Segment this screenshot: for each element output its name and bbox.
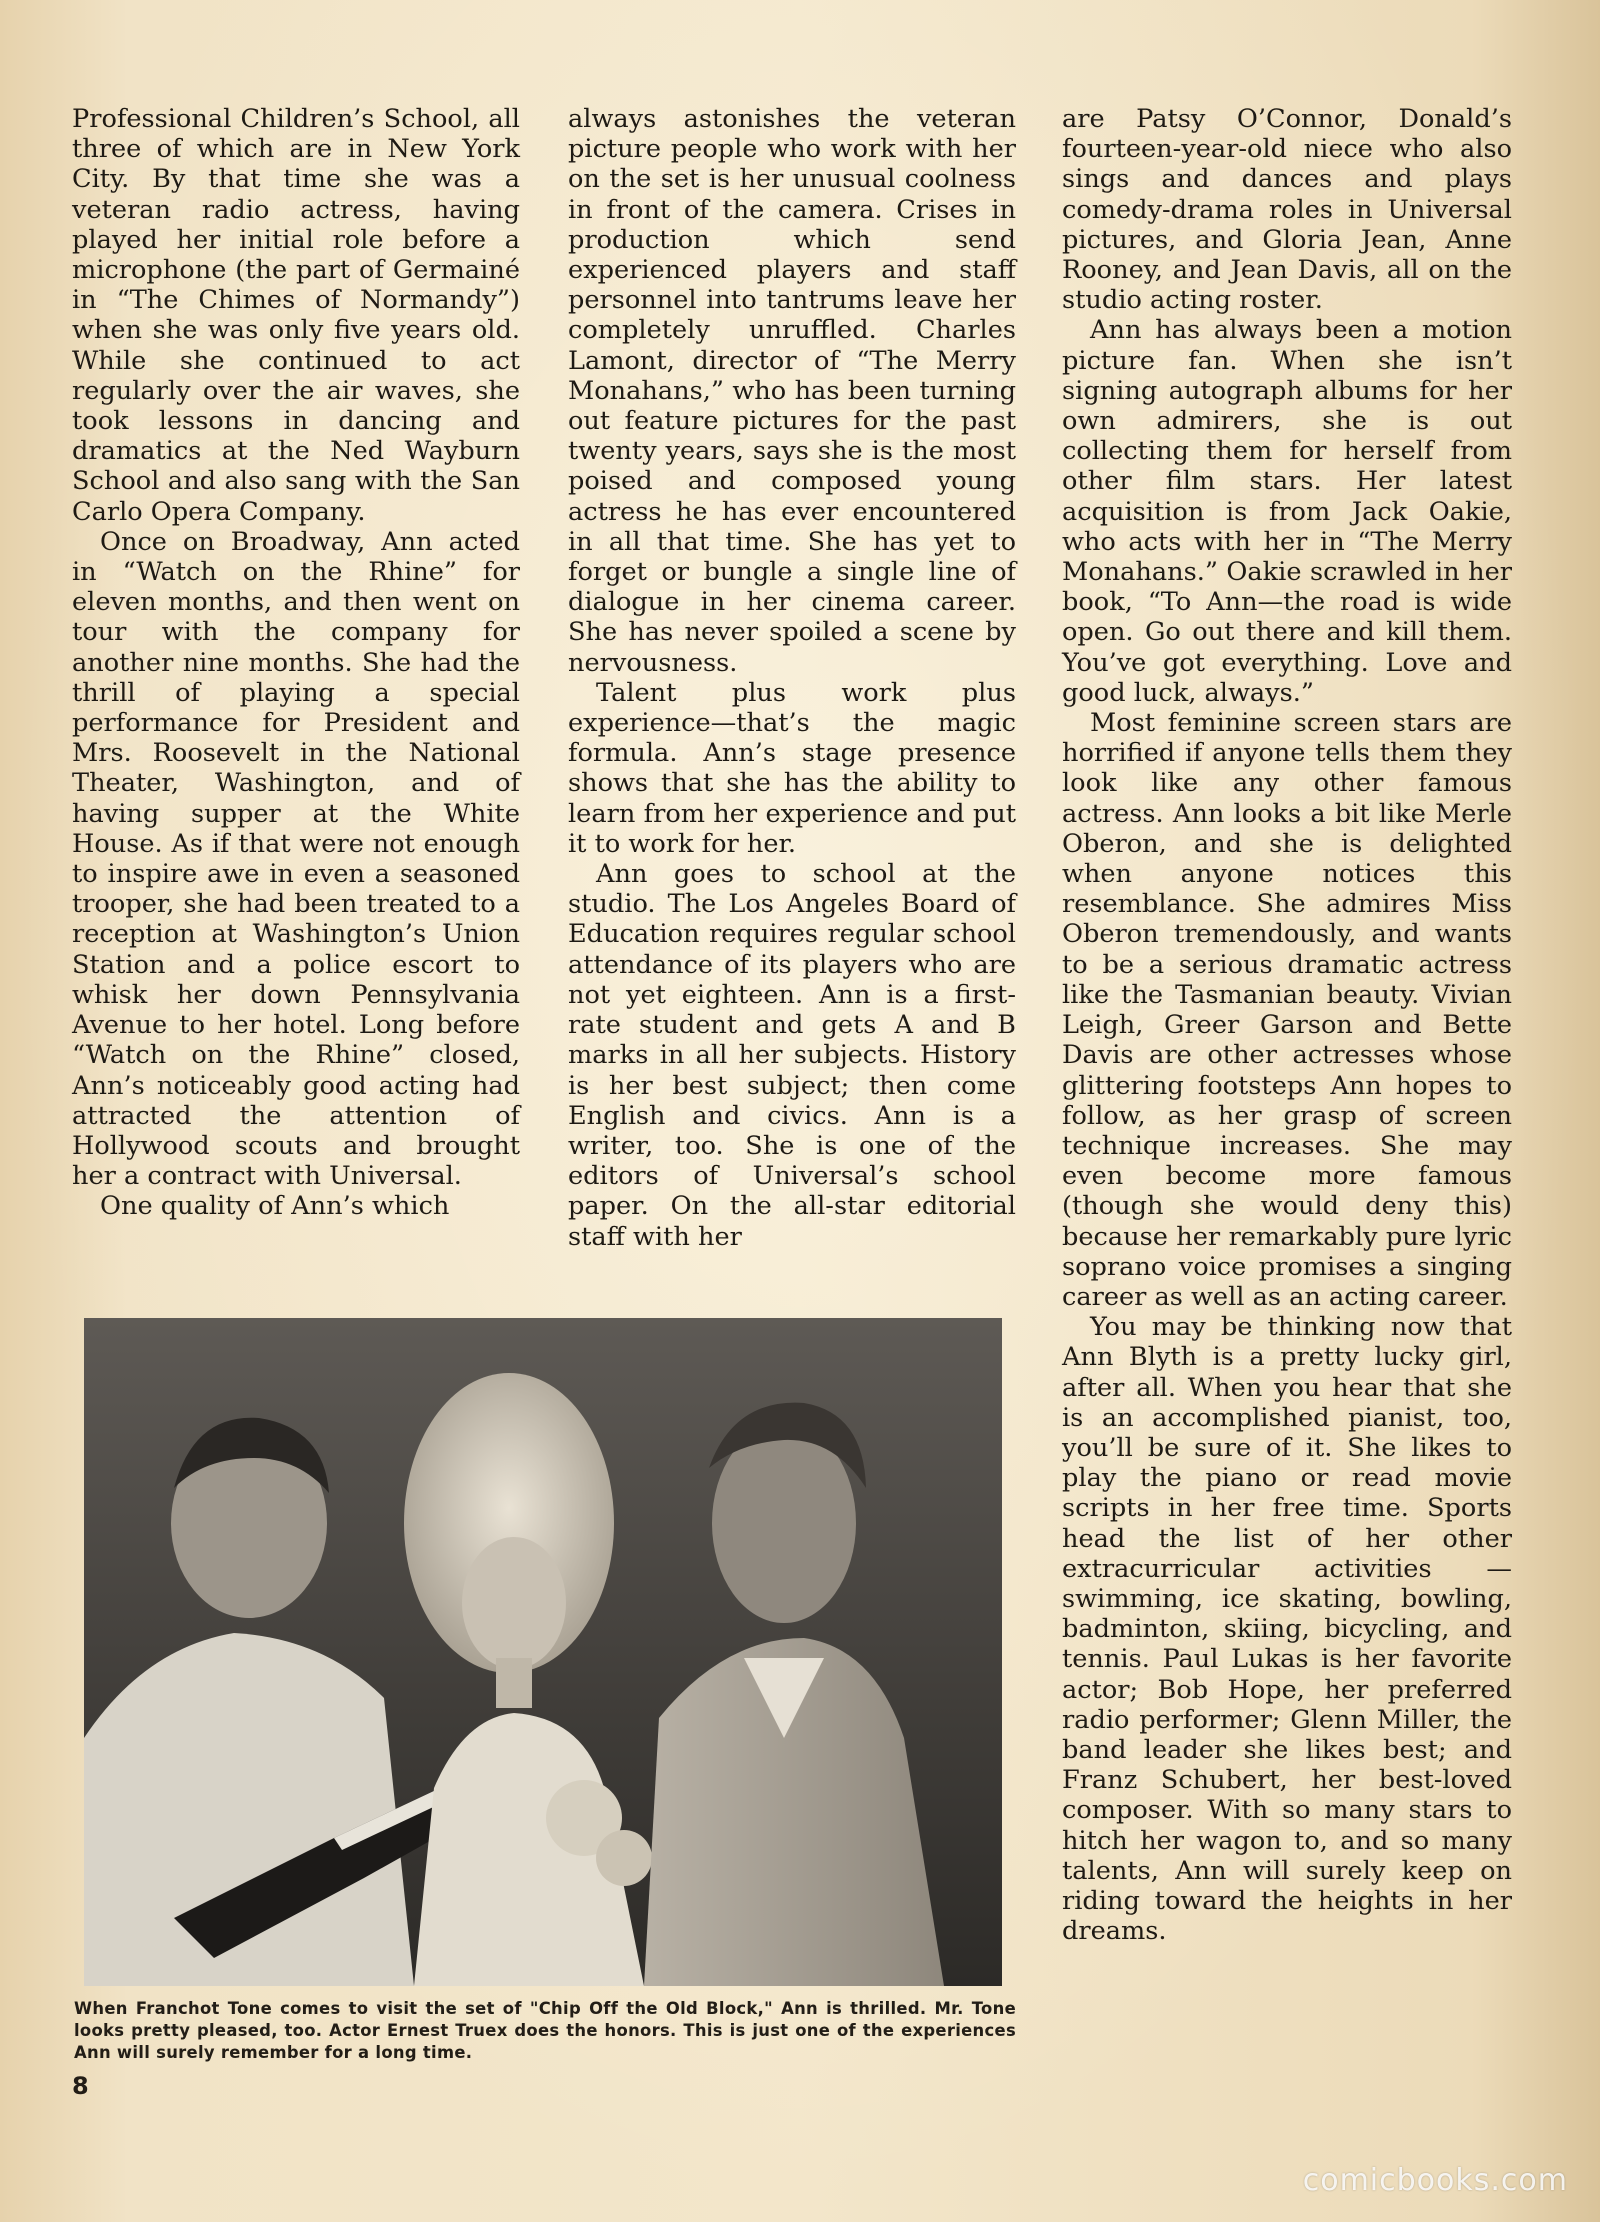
paragraph: Ann has always been a motion picture fan. When she isn’t signing autograph albums for her own admirers, she is out collecting them for herself from other film stars. Her latest acquisition is from Jack Oakie, who acts with her in “The Merry Monahans.” Oakie scrawled in her book, “To Ann—the road is wide open. Go out there and kill them. You’ve got everything. Love and good luck, always.” — [1062, 315, 1512, 708]
paragraph: Most feminine screen stars are horrified if anyone tells them they look like any other famous actress. Ann looks a bit like Merle Oberon, and she is delighted when anyone notices this resemblance. She admires Miss Oberon tremendously, and wants to be a serious dramatic actress like the Tasmanian beauty. Vivian Leigh, Greer Garson and Bette Davis are other actresses whose glittering footsteps Ann hopes to follow, as her grasp of screen technique increases. She may even become more famous (though she would deny this) because her remarkably pure lyric soprano voice promises a singing career as well as an acting career. — [1062, 708, 1512, 1312]
paragraph: are Patsy O’Connor, Donald’s fourteen-year-old niece who also sings and dances and plays comedy-drama roles in Universal pictures, and Gloria Jean, Anne Rooney, and Jean Davis, all on the studio acting roster. — [1062, 104, 1512, 316]
paragraph: always astonishes the veteran picture people who work with her on the set is her unusual coolness in front of the camera. Crises in production which send experienced players and staff personnel into tantrums leave her completely unruffled. Charles Lamont, director of “The Merry Monahans,” who has been turning out feature pictures for the past twenty years, says she is the most poised and composed young actress he has ever encountered in all that time. She has yet to forget or bungle a single line of dialogue in her cinema career. She has never spoiled a scene by nervousness. — [568, 104, 1016, 678]
text-column-2 — [568, 104, 1016, 1252]
text-column-1 — [72, 104, 520, 1222]
paragraph: Ann goes to school at the studio. The Los Angeles Board of Education requires regular school attendance of its players who are not yet eighteen. Ann is a first-rate student and gets A and B marks in all her subjects. History is her best subject; then come English and civics. Ann is a writer, too. She is one of the editors of Universal’s school paper. On the all-star editorial staff with her — [568, 859, 1016, 1252]
photo-caption: When Franchot Tone comes to visit the set of "Chip Off the Old Block," Ann is thrilled. Mr. Tone looks pretty pleased, too. Actor Ernest Truex does the honors. This is just one of the experiences Ann will surely remember for a long time. — [74, 1999, 1016, 2062]
paragraph: Once on Broadway, Ann acted in “Watch on the Rhine” for eleven months, and then went on tour with the company for another nine months. She had the thrill of playing a special performance for President and Mrs. Roosevelt in the National Theater, Washington, and of having supper at the White House. As if that were not enough to inspire awe in even a seasoned trooper, she had been treated to a reception at Washington’s Union Station and a police escort to whisk her down Pennsylvania Avenue to her hotel. Long before “Watch on the Rhine” closed, Ann’s noticeably good acting had attracted the attention of Hollywood scouts and brought her a contract with Universal. — [72, 526, 520, 1192]
paragraph: One quality of Ann’s which — [100, 1191, 450, 1222]
paragraph: Talent plus work plus experience—that’s the magic formula. Ann’s stage presence shows that she has the ability to learn from her experience and put it to work for her. — [568, 677, 1016, 859]
paragraph: You may be thinking now that Ann Blyth is a pretty lucky girl, after all. When you hear that she is an accomplished pianist, too, you’ll be sure of it. She likes to play the piano or read movie scripts in her free time. Sports head the list of her other extracurricular activities — swimming, ice skating, bowling, badminton, skiing, bicycling, and tennis. Paul Lukas is her favorite actor; Bob Hope, her preferred radio performer; Glenn Miller, the band leader she likes best; and Franz Schubert, her best-loved composer. With so many stars to hitch her wagon to, and so many talents, Ann will surely keep on riding toward the heights in her dreams. — [1062, 1312, 1512, 1947]
watermark: comicbooks.com — [1302, 2163, 1568, 2198]
paragraph: Professional Children’s School, all three of which are in New York City. By that time she was a veteran radio actress, having played her initial role before a microphone (the part of Germainé in “The Chimes of Normandy”) when she was only five years old. While she continued to act regularly over the air waves, she took lessons in dancing and dramatics at the Ned Wayburn School and also sang with the San Carlo Opera Company. — [72, 104, 520, 527]
page-number: 8 — [72, 2072, 89, 2100]
photo-illustration — [84, 1318, 1002, 1986]
film-set-photo — [84, 1318, 1002, 1986]
text-column-3 — [1062, 104, 1512, 1946]
